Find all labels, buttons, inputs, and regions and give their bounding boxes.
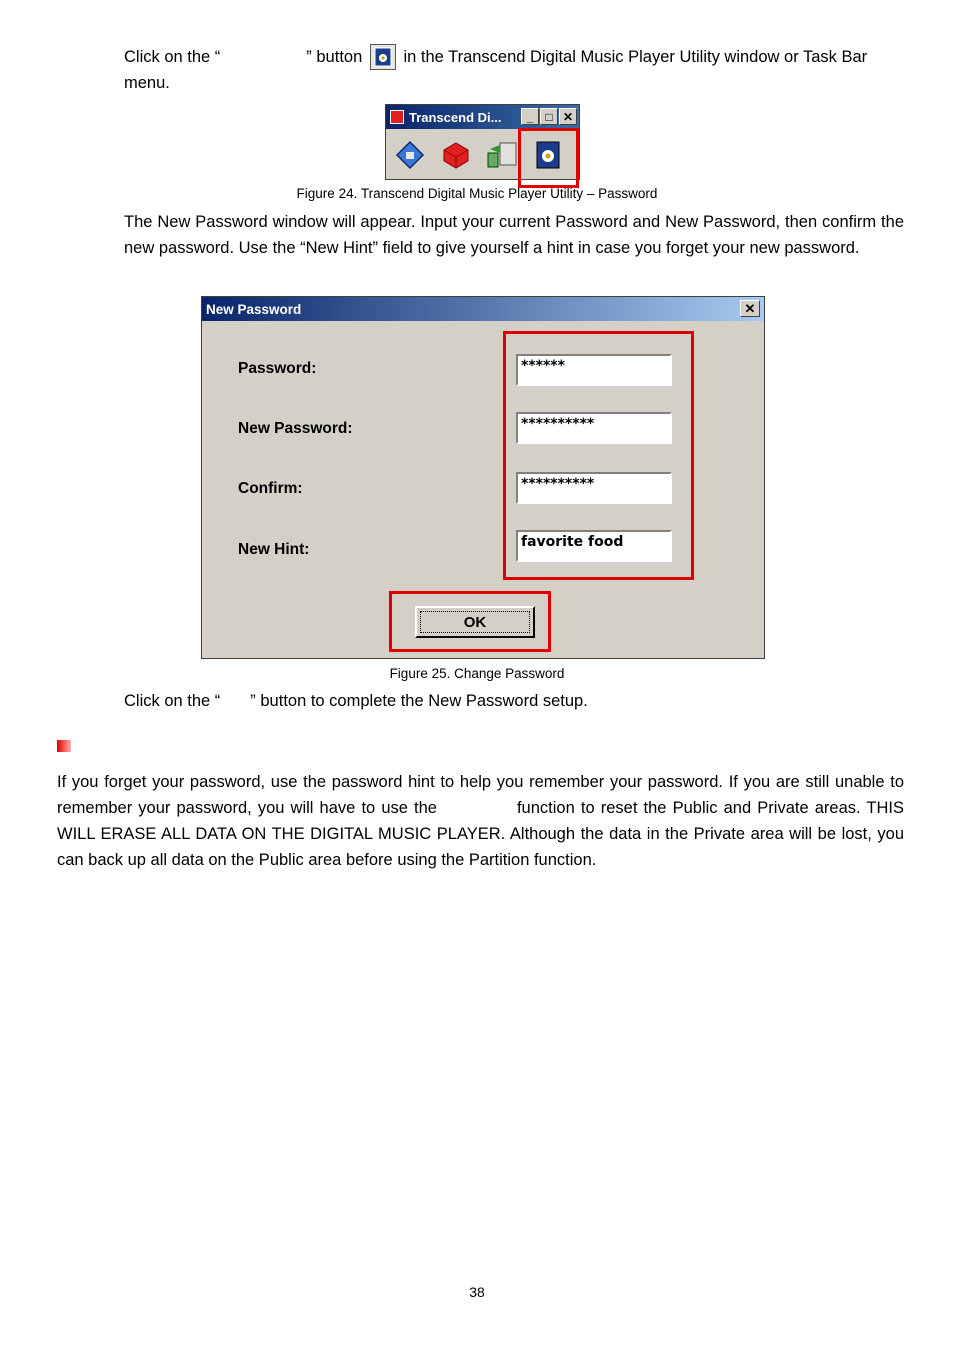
utility-title-bar xyxy=(386,105,579,129)
new-password-field[interactable]: ********** xyxy=(516,412,672,444)
dialog-title-bar xyxy=(202,297,764,321)
section-bullet-icon xyxy=(57,740,71,752)
lock-icon[interactable] xyxy=(394,139,426,171)
red-blocks-icon[interactable] xyxy=(440,139,472,171)
step2-text: The New Password window will appear. Input your current Password and New Password, then confirm the new password. Use the “New Hint” field to give yourself a hint in case you forget your new password. xyxy=(124,213,904,257)
minimize-button[interactable]: _ xyxy=(521,108,539,125)
new-hint-field[interactable]: favorite food xyxy=(516,530,672,562)
password-icon-highlight xyxy=(518,128,579,188)
utility-window-title: Transcend Di... xyxy=(409,109,502,125)
new-password-label: New Password: xyxy=(238,420,353,437)
transcend-app-icon xyxy=(390,110,404,124)
close-icon[interactable]: ✕ xyxy=(740,300,760,317)
figure25-caption: Figure 25. Change Password xyxy=(389,666,565,681)
password-safe-icon[interactable] xyxy=(370,44,396,70)
step3-text: Click on the “ ” button to complete the New Password setup. xyxy=(124,692,588,710)
partition-icon[interactable] xyxy=(486,139,518,171)
close-button[interactable]: ✕ xyxy=(559,108,577,125)
password-field[interactable]: ****** xyxy=(516,354,672,386)
password-label: Password: xyxy=(238,360,317,377)
new-password-dialog xyxy=(201,296,765,659)
new-hint-label: New Hint: xyxy=(238,541,310,558)
fields-highlight xyxy=(503,331,694,580)
confirm-field[interactable]: ********** xyxy=(516,472,672,504)
note-paragraph: If you forget your password, use the password hint to help you remember your password. If you are still unable to remember your password, you will have to use the function to reset the Public and Private areas. THIS WILL ERASE ALL DATA ON THE DIGITAL MUSIC PLAYER. Although the data in the Private area will be lost, you can back up all data on the Public area before using the Partition function. xyxy=(57,773,904,869)
confirm-label: Confirm: xyxy=(238,480,303,497)
ok-button[interactable]: OK xyxy=(415,606,535,638)
figure24-caption: Figure 24. Transcend Digital Music Player Utility – Password xyxy=(296,186,658,201)
ok-button-highlight xyxy=(389,591,551,652)
step1-text: Click on the “ ” button in the Transcend Digital Music Player Utility window or Task Bar menu. xyxy=(124,44,904,96)
page-number: 38 xyxy=(469,1284,485,1300)
dialog-title: New Password xyxy=(206,301,302,317)
maximize-button[interactable]: □ xyxy=(540,108,558,125)
